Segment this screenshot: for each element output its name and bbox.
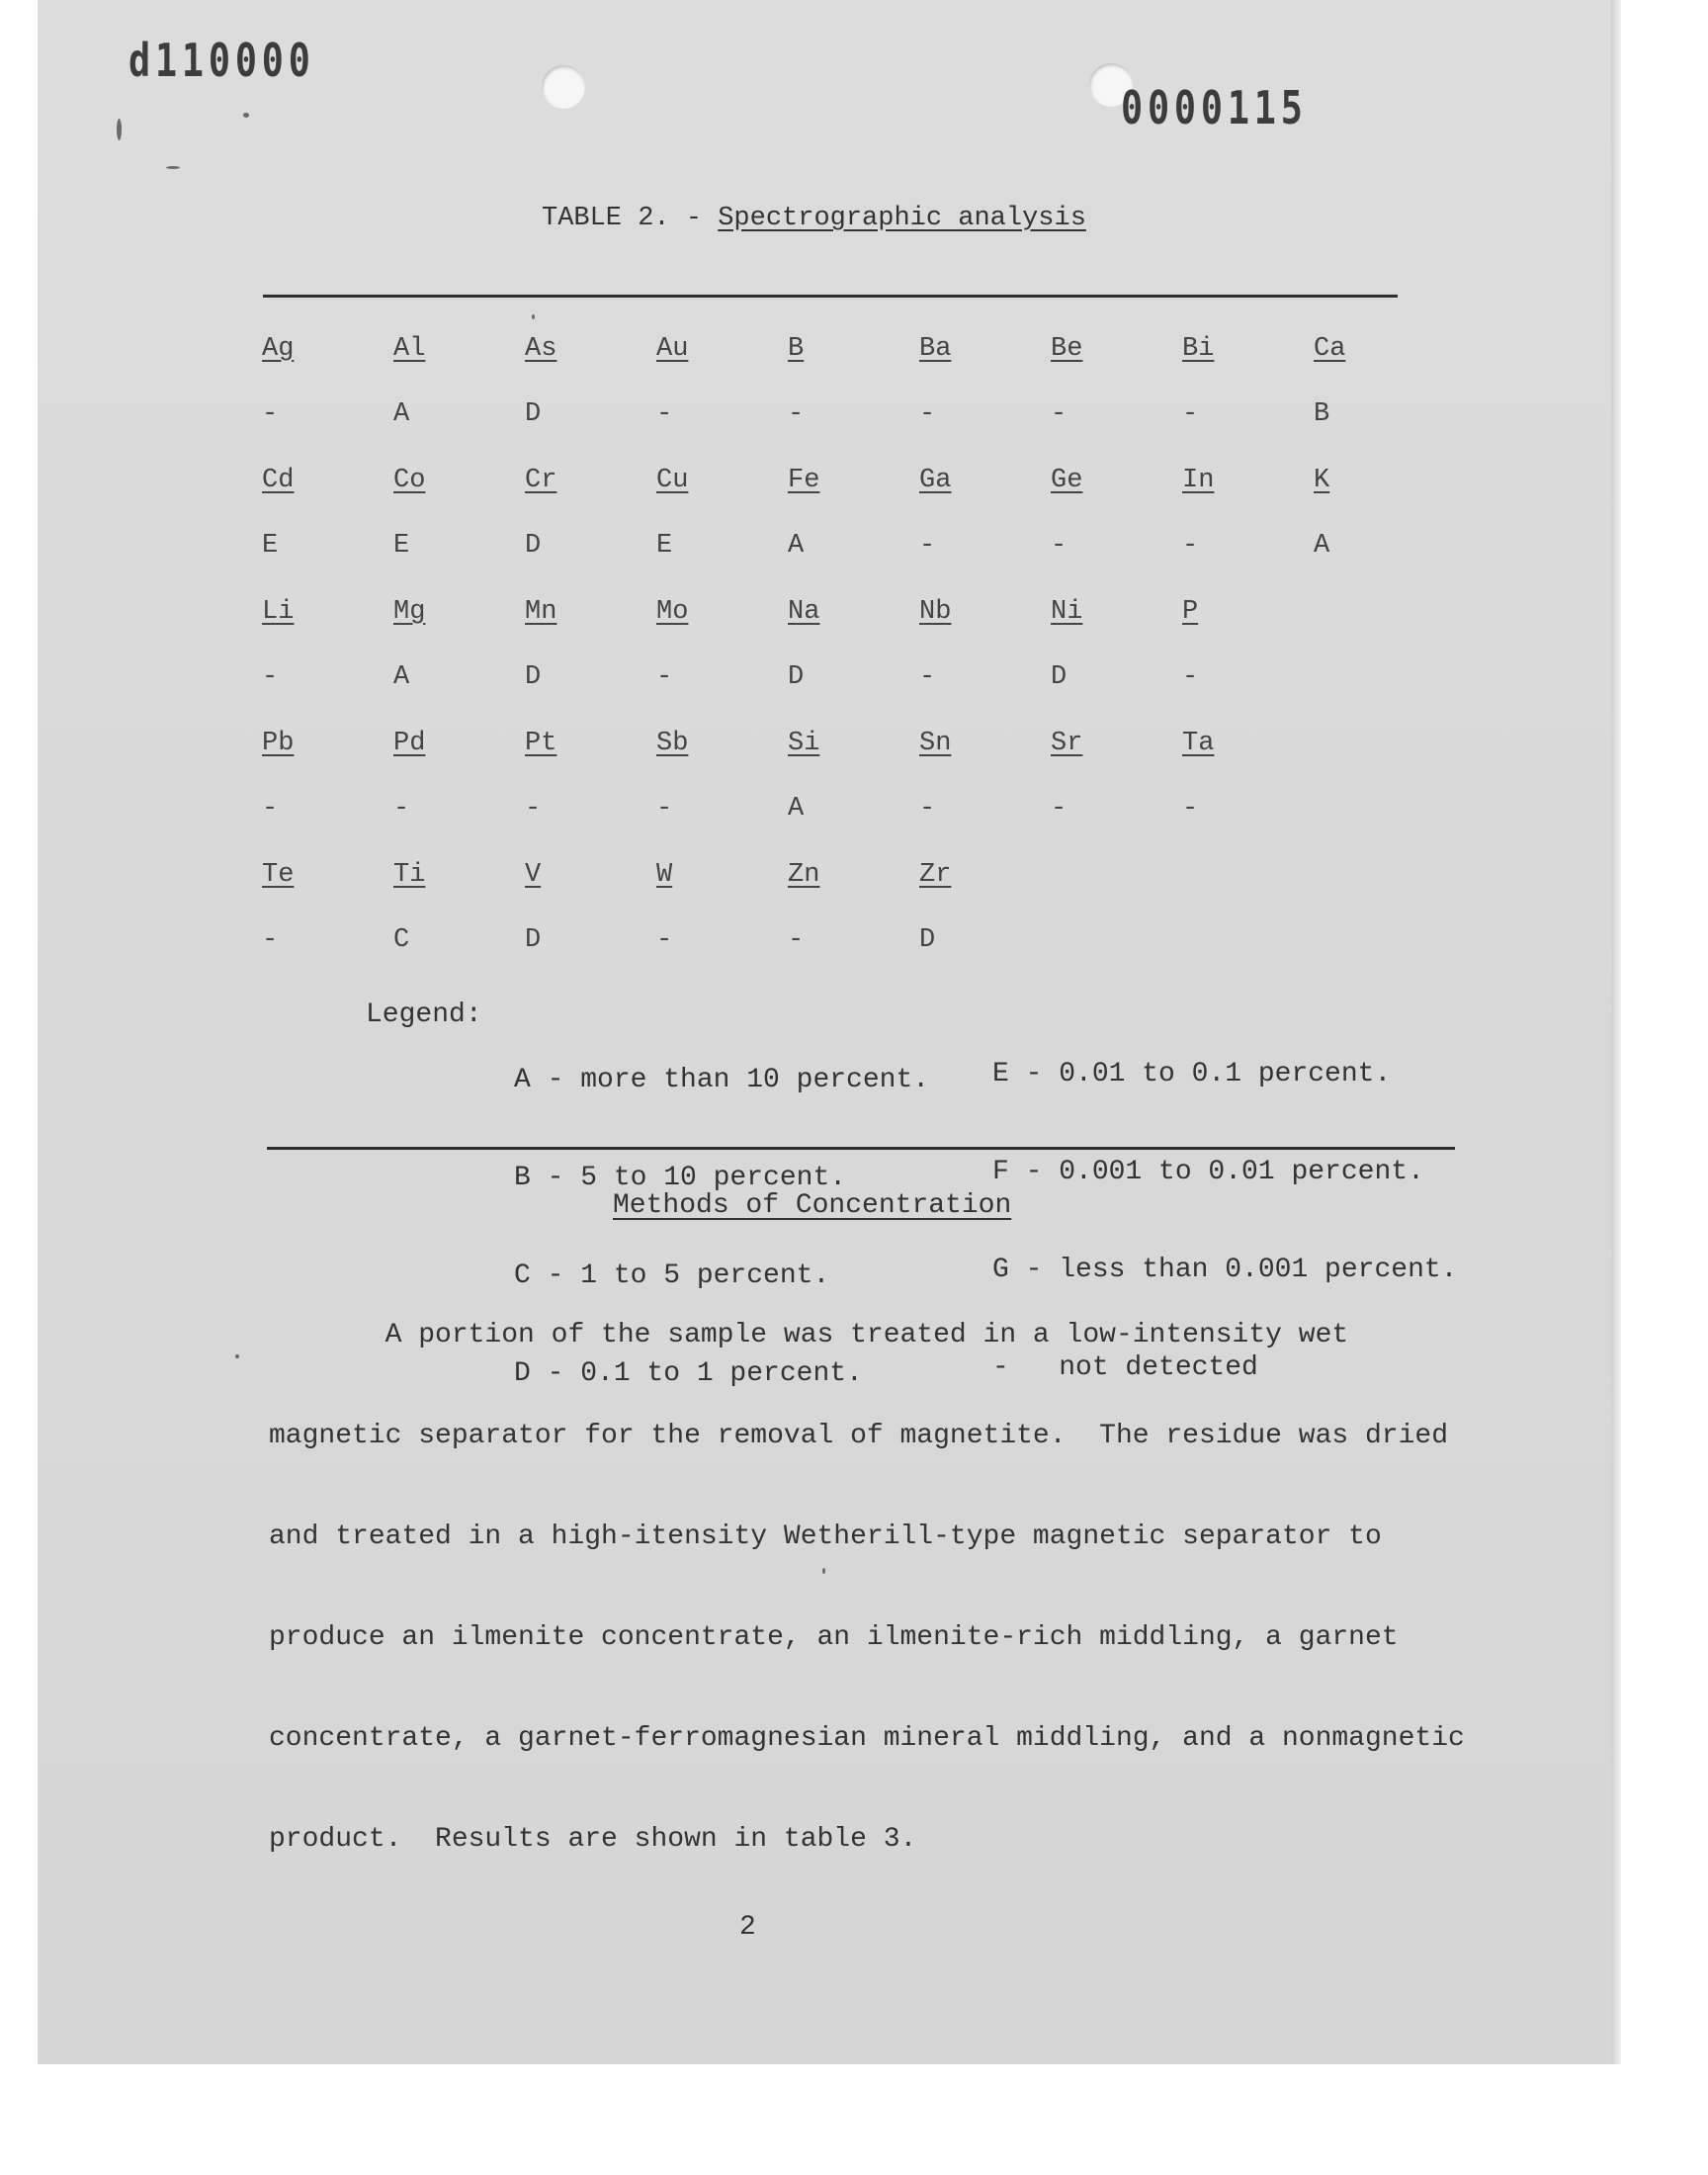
punch-hole-left <box>542 65 585 109</box>
element-value: - <box>262 925 279 955</box>
paragraph-line: magnetic separator for the removal of magnetite. The residue was dried <box>269 1421 1448 1451</box>
element-symbol: Ca <box>1314 334 1346 364</box>
element-value: - <box>656 794 673 824</box>
table-title-prefix: TABLE 2. - <box>542 204 719 233</box>
scan-speck <box>235 1354 239 1358</box>
element-value: D <box>788 662 805 692</box>
table-title-main: Spectrographic analysis <box>718 204 1086 233</box>
element-value: D <box>1051 662 1068 692</box>
element-value: - <box>262 662 279 692</box>
element-value: B <box>1314 399 1330 429</box>
legend-entry: D - 0.1 to 1 percent. <box>514 1358 863 1389</box>
element-symbol: Ga <box>919 466 952 495</box>
element-value: E <box>393 531 410 561</box>
element-symbol: P <box>1182 597 1199 627</box>
element-value: - <box>788 925 805 955</box>
element-symbol: Si <box>788 729 820 758</box>
scan-speck <box>117 119 122 140</box>
element-symbol: Co <box>393 466 426 495</box>
legend-entry: C - 1 to 5 percent. <box>514 1261 830 1291</box>
element-value: - <box>393 794 410 824</box>
legend-entry: E - 0.01 to 0.1 percent. <box>992 1059 1392 1089</box>
element-value: - <box>525 794 542 824</box>
element-value: - <box>919 662 936 692</box>
element-symbol: Mg <box>393 597 426 627</box>
element-value: - <box>1051 531 1068 561</box>
element-symbol: Na <box>788 597 820 627</box>
element-value: A <box>788 531 805 561</box>
element-symbol: Fe <box>788 466 820 495</box>
element-symbol: Ba <box>919 334 952 364</box>
paragraph-line: A portion of the sample was treated in a low-intensity wet <box>269 1320 1349 1350</box>
element-symbol: Pb <box>262 729 295 758</box>
element-value: D <box>525 399 542 429</box>
element-value: E <box>262 531 279 561</box>
element-value: D <box>919 925 936 955</box>
element-symbol: V <box>525 860 542 890</box>
element-symbol: Pd <box>393 729 426 758</box>
element-value: A <box>393 662 410 692</box>
element-value: - <box>919 794 936 824</box>
page-number: 2 <box>739 1912 756 1943</box>
element-value: - <box>1182 399 1199 429</box>
element-symbol: Te <box>262 860 295 890</box>
element-value: D <box>525 531 542 561</box>
element-symbol: In <box>1182 466 1215 495</box>
element-value: - <box>262 399 279 429</box>
stamp-number-top-right: 0000115 <box>1121 81 1308 134</box>
legend-entry: - not detected <box>992 1352 1258 1383</box>
element-symbol: Zr <box>919 860 952 890</box>
scan-speck <box>822 1568 825 1574</box>
element-symbol: Mo <box>656 597 689 627</box>
legend-entry: F - 0.001 to 0.01 percent. <box>992 1157 1424 1187</box>
element-value: - <box>262 794 279 824</box>
scan-speck <box>166 166 180 169</box>
element-symbol: W <box>656 860 673 890</box>
element-symbol: Nb <box>919 597 952 627</box>
element-value: - <box>788 399 805 429</box>
element-symbol: Sr <box>1051 729 1083 758</box>
element-symbol: Ta <box>1182 729 1215 758</box>
element-symbol: Ag <box>262 334 295 364</box>
paragraph-line: and treated in a high-itensity Wetherill-type magnetic separator to <box>269 1522 1382 1552</box>
element-symbol: Mn <box>525 597 557 627</box>
element-value: A <box>1314 531 1330 561</box>
element-value: A <box>788 794 805 824</box>
element-value: - <box>1182 794 1199 824</box>
element-symbol: Cd <box>262 466 295 495</box>
element-symbol: K <box>1314 466 1330 495</box>
element-value: D <box>525 662 542 692</box>
element-symbol: Bi <box>1182 334 1215 364</box>
scan-speck <box>532 314 535 319</box>
element-symbol: Ge <box>1051 466 1083 495</box>
element-value: D <box>525 925 542 955</box>
element-symbol: B <box>788 334 805 364</box>
table-bottom-rule <box>267 1147 1455 1150</box>
element-value: - <box>656 925 673 955</box>
element-value: - <box>1182 531 1199 561</box>
element-symbol: Cu <box>656 466 689 495</box>
table-top-rule <box>263 295 1398 298</box>
element-symbol: As <box>525 334 557 364</box>
legend-entry: G - less than 0.001 percent. <box>992 1255 1458 1285</box>
element-symbol: Sb <box>656 729 689 758</box>
section-heading: Methods of Concentration <box>613 1190 1012 1221</box>
element-symbol: Pt <box>525 729 557 758</box>
element-value: - <box>1051 794 1068 824</box>
paragraph-line: concentrate, a garnet-ferromagnesian mineral middling, and a nonmagnetic <box>269 1723 1465 1754</box>
element-symbol: Be <box>1051 334 1083 364</box>
element-symbol: Li <box>262 597 295 627</box>
paragraph-line: product. Results are shown in table 3. <box>269 1824 917 1855</box>
element-value: E <box>656 531 673 561</box>
element-symbol: Ni <box>1051 597 1083 627</box>
legend-entry: A - more than 10 percent. <box>514 1065 930 1095</box>
legend-label: Legend: <box>366 1000 482 1030</box>
scan-speck <box>243 113 249 118</box>
element-value: - <box>919 399 936 429</box>
element-value: A <box>393 399 410 429</box>
element-value: - <box>656 399 673 429</box>
legend-entry: B - 5 to 10 percent. <box>514 1163 847 1193</box>
element-value: C <box>393 925 410 955</box>
page-edge <box>1611 0 1621 2064</box>
element-value: - <box>919 531 936 561</box>
paragraph-line: produce an ilmenite concentrate, an ilmenite-rich middling, a garnet <box>269 1622 1399 1653</box>
element-value: - <box>1182 662 1199 692</box>
element-symbol: Zn <box>788 860 820 890</box>
element-value: - <box>1051 399 1068 429</box>
element-symbol: Ti <box>393 860 426 890</box>
stamp-number-top-left: d110000 <box>128 34 315 87</box>
element-value: - <box>656 662 673 692</box>
element-symbol: Al <box>393 334 426 364</box>
element-symbol: Sn <box>919 729 952 758</box>
table-title <box>542 204 1086 233</box>
element-symbol: Au <box>656 334 689 364</box>
element-symbol: Cr <box>525 466 557 495</box>
body-paragraph <box>269 1252 1475 1890</box>
